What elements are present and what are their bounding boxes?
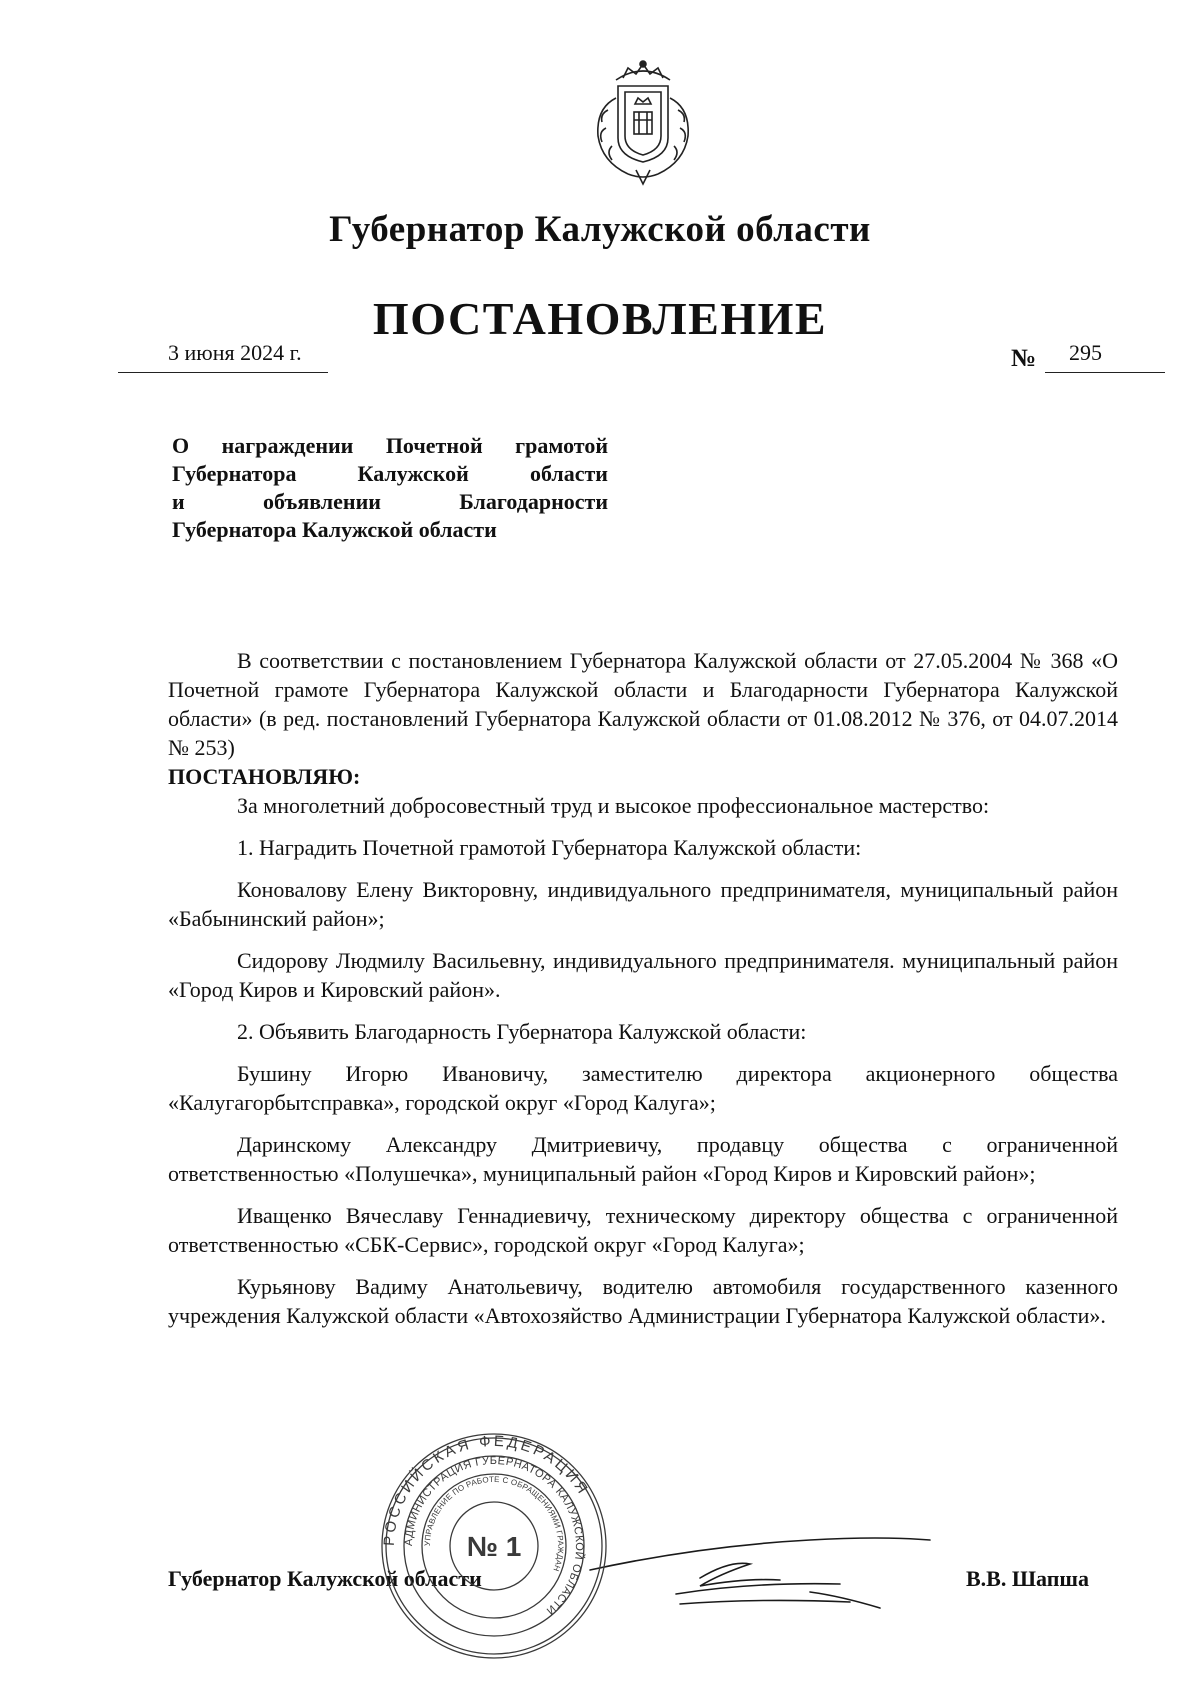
- seal-inner-text: УПРАВЛЕНИЕ ПО РАБОТЕ С ОБРАЩЕНИЯМИ ГРАЖДАН: [422, 1474, 566, 1573]
- award-list-item: Сидорову Людмилу Васильевну, индивидуального предпринимателя. муниципальный район «Город Киров и Кировский район».: [168, 948, 1118, 1002]
- thanks-list-item: Даринскому Александру Дмитриевичу, продавцу общества с ограниченной ответственностью «Полушечка», муниципальный район «Город Киров и Кировский район»;: [168, 1132, 1118, 1186]
- number-field: [1045, 340, 1165, 373]
- thanks-list-item: Курьянову Вадиму Анатольевичу, водителю автомобиля государственного казенного учреждения Калужской области «Автохозяйство Администрации Губернатора Калужской области».: [168, 1274, 1118, 1328]
- decree-word: ПОСТАНОВЛЯЮ:: [168, 764, 361, 789]
- award-list-item: Коновалову Елену Викторовну, индивидуального предпринимателя, муниципальный район «Бабынинский район»;: [168, 877, 1118, 931]
- subject-line: Губернатора Калужской области: [172, 461, 608, 486]
- preamble-paragraph: В соответствии с постановлением Губернатора Калужской области от 27.05.2004 № 368 «О Почетной грамоте Губернатора Калужской области и Благодарности Губернатора Калужской области» (в ред. постановлений Губернатора Калужской области от 01.08.2012 № 376, от 04.07.2014 № 253): [168, 648, 1118, 760]
- document-date: 3 июня 2024 г.: [168, 340, 302, 365]
- document-body: [168, 646, 1118, 1330]
- seal-ring-text: АДМИНИСТРАЦИЯ ГУБЕРНАТОРА КАЛУЖСКОЙ ОБЛАСТИ: [402, 1454, 586, 1617]
- reason-paragraph: За многолетний добросовестный труд и высокое профессиональное мастерство:: [237, 793, 990, 818]
- subject-line: О награждении Почетной грамотой: [172, 433, 608, 458]
- item-1-heading: 1. Наградить Почетной грамотой Губернатора Калужской области:: [237, 835, 862, 860]
- coat-of-arms-emblem: [578, 58, 708, 186]
- thanks-list-item: Бушину Игорю Ивановичу, заместителю директора акционерного общества «Калугагорбытсправка», городской округ «Город Калуга»;: [168, 1061, 1118, 1115]
- number-label: №: [1011, 345, 1037, 372]
- item-2-heading: 2. Объявить Благодарность Губернатора Калужской области:: [237, 1019, 807, 1044]
- subject-line: Губернатора Калужской области: [172, 517, 497, 542]
- document-type-heading: ПОСТАНОВЛЕНИЕ: [372, 293, 828, 344]
- date-field: [118, 340, 328, 373]
- thanks-list-item: Иващенко Вячеславу Геннадиевичу, техническому директору общества с ограниченной ответственностью «СБК-Сервис», городской округ «Город Калуга»;: [168, 1203, 1118, 1257]
- signatory-title: Губернатор Калужской области: [168, 1566, 482, 1591]
- document-number: 295: [1069, 340, 1102, 365]
- official-seal: [378, 1430, 610, 1662]
- seal-center-number: № 1: [466, 1531, 522, 1562]
- issuer-title: Губернатор Калужской области: [329, 209, 871, 250]
- handwritten-signature: [580, 1500, 980, 1620]
- seal-outer-text: РОССИЙСКАЯ ФЕДЕРАЦИЯ: [380, 1432, 593, 1547]
- subject-line: и объявлении Благодарности: [172, 489, 608, 514]
- document-subject: [172, 432, 608, 544]
- signatory-name: В.В. Шапша: [966, 1566, 1089, 1591]
